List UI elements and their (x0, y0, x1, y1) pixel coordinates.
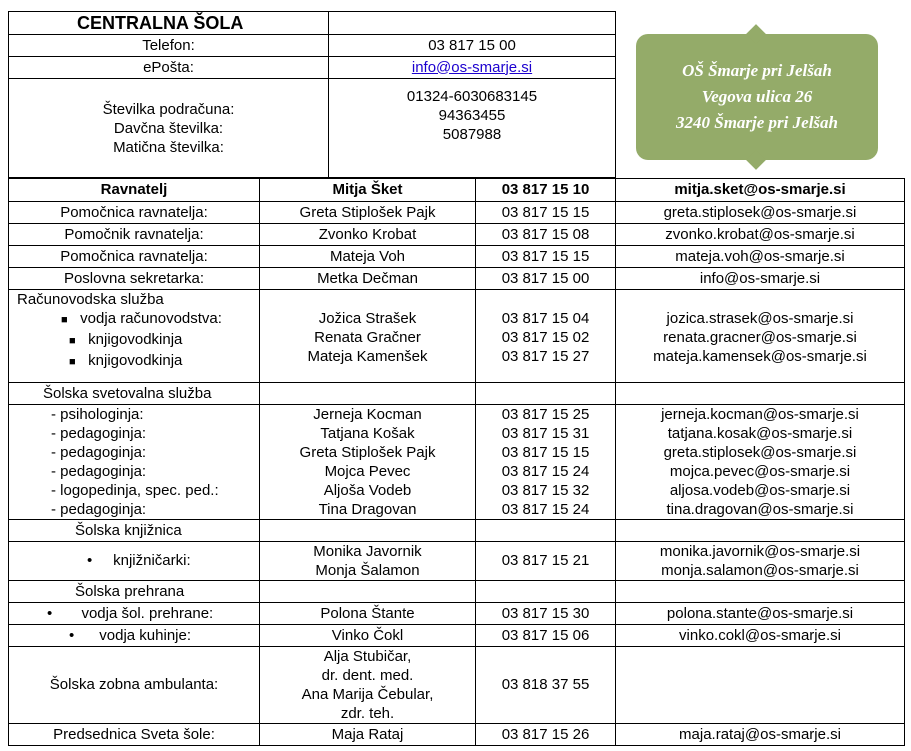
reg-label: Matična številka: (113, 138, 224, 156)
reg-value: 5087988 (442, 126, 502, 143)
address-line2: Vegova ulica 26 (701, 87, 813, 106)
bullet-icon: ■ (69, 335, 76, 347)
phone-value: 03 817 15 00 (329, 35, 616, 57)
table-row-counseling: - psihologinja: - pedagoginja: - pedagoginja: - pedagoginja: - logopedinja, spec. ped.: - pedagoginja: Jerneja Kocman Tatjana Košak Greta Stiplošek Pajk Mojca Pevec Aljoša Vodeb Tina Dragovan 03 817 15 25 03 817 15 31 03 817 15 15 03 817 15 24 03 817 15 32 03 817 15 24 jerneja.kocman@os-smarje.si tatjana.kosak@os-smarje.si greta.stiplosek@os-smarje.si mojca.pevec@os-smarje.si aljosa.vodeb@os-smarje.si tina.dragovan@os-smarje.si (9, 405, 905, 520)
address-line1: OŠ Šmarje pri Jelšah (682, 61, 832, 80)
account-label: Številka podračuna: (102, 100, 235, 118)
table-row-library: • knjižničarki: Monika Javornik Monja Šalamon 03 817 15 21 monika.javornik@os-smarje.si monja.salamon@os-smarje.si (9, 542, 905, 581)
library-title: Šolska knjižnica (9, 520, 260, 542)
table-row: • vodja kuhinje: Vinko Čokl 03 817 15 06 vinko.cokl@os-smarje.si (9, 625, 905, 647)
table-row (9, 520, 905, 542)
counseling-title: Šolska svetovalna služba (9, 383, 260, 405)
bullet-icon: ■ (69, 356, 76, 368)
address-line3: 3240 Šmarje pri Jelšah (676, 113, 838, 132)
table-row-dental: Šolska zobna ambulanta: Alja Stubičar, dr. dent. med. Ana Marija Čebular, zdr. teh. 03 818 37 55 (9, 647, 905, 724)
bullet-icon: ■ (61, 314, 68, 326)
table-row: Predsednica Sveta šole: Maja Rataj 03 817 15 26 maja.rataj@os-smarje.si (9, 724, 905, 746)
phone-label: Telefon: (9, 35, 329, 57)
table-row: Pomočnica ravnatelja: Greta Stiplošek Pajk 03 817 15 15 greta.stiplosek@os-smarje.si (9, 202, 905, 224)
table-row: Pomočnik ravnatelja: Zvonko Krobat 03 817 15 08 zvonko.krobat@os-smarje.si (9, 224, 905, 246)
tax-value: 94363455 (438, 107, 506, 124)
school-info-table (8, 11, 616, 178)
bullet-icon: • (47, 604, 53, 622)
nutrition-title: Šolska prehrana (9, 581, 260, 603)
bullet-icon: • (69, 626, 75, 644)
table-row: Ravnatelj Mitja Šket 03 817 15 10 mitja.sket@os-smarje.si (9, 179, 905, 202)
school-title: CENTRALNA ŠOLA (9, 12, 329, 35)
table-row (9, 581, 905, 603)
ids-values (329, 79, 616, 178)
contacts-table (8, 178, 905, 746)
account-value: 01324-6030683145 (406, 88, 538, 105)
table-row: Pomočnica ravnatelja: Mateja Voh 03 817 15 15 mateja.voh@os-smarje.si (9, 246, 905, 268)
bullet-icon: • (87, 552, 93, 569)
email-label: ePošta: (9, 57, 329, 79)
table-row (9, 383, 905, 405)
address-box (636, 34, 878, 160)
table-row: • vodja šol. prehrane: Polona Štante 03 817 15 30 polona.stante@os-smarje.si (9, 603, 905, 625)
email-link[interactable]: info@os-smarje.si (411, 58, 533, 76)
tax-label: Davčna številka: (113, 119, 224, 137)
table-row-accounting: Računovodska služba ■ vodja računovodstva: ■ knjigovodkinja ■ knjigovodkinja Jožica Strašek Renata Gračner Mateja Kamenšek 03 817 15 04 03 817 15 02 03 817 15 27 jozica.strasek@os-smarje.si renata.gracner@os-smarje.si mateja.kamensek@os-smarje.si (9, 290, 905, 383)
table-row: Poslovna sekretarka: Metka Dečman 03 817 15 00 info@os-smarje.si (9, 268, 905, 290)
accounting-title: Računovodska služba (17, 291, 164, 308)
ids-labels (9, 79, 329, 178)
